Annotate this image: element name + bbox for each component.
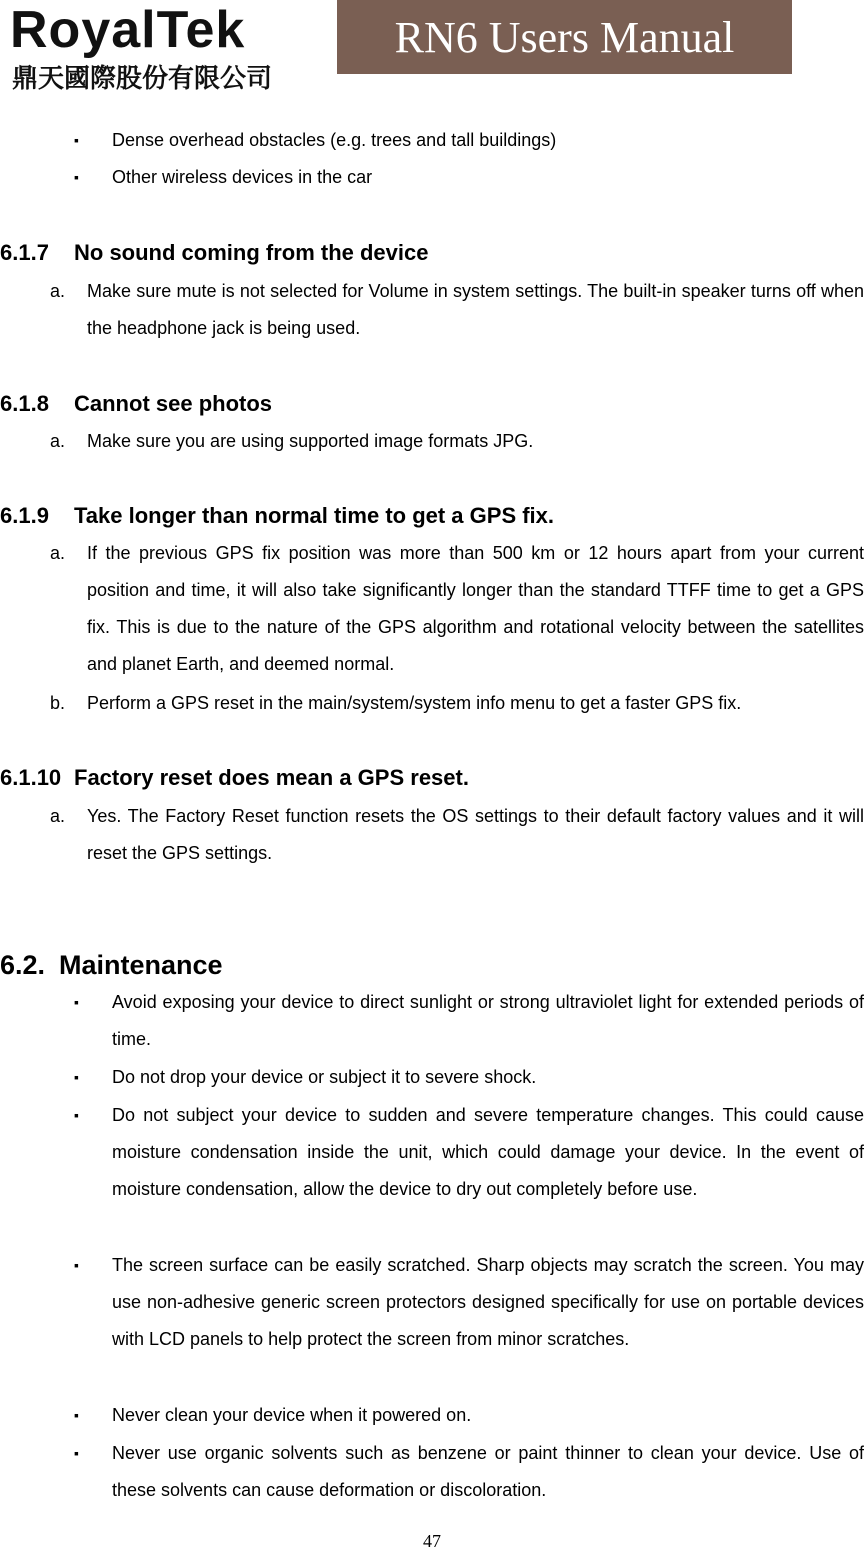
bullet-mark: ▪ [74, 1107, 79, 1123]
list-item-text: Other wireless devices in the car [112, 167, 373, 187]
bullet-mark: ▪ [74, 1069, 79, 1085]
bullet-mark: ▪ [74, 1257, 79, 1273]
section-title: Maintenance [59, 950, 223, 980]
list-marker: a. [50, 543, 66, 563]
list-item-text: Make sure mute is not selected for Volume in system settings. The built-in speaker turns off when the headphone jack is being used. [87, 281, 864, 338]
list-item-text: Do not subject your device to sudden and severe temperature changes. This could cause moisture condensation inside the unit, which could damage your device. In the event of moisture condensation, allow the device to dry out completely before use. [112, 1105, 864, 1199]
royaltek-logo [10, 1, 310, 94]
list-marker: b. [50, 693, 66, 713]
section-title: Factory reset does mean a GPS reset. [74, 765, 469, 790]
bullet-mark: ▪ [74, 132, 79, 148]
section-number: 6.1.9 [0, 503, 49, 528]
section-heading-6-1-8 [0, 391, 272, 417]
page-number: 47 [423, 1531, 441, 1551]
list-item-text: Never use organic solvents such as benzene or paint thinner to clean your device. Use of these solvents can cause deformation or discoloration. [112, 1443, 864, 1500]
list-item-text: The screen surface can be easily scratched. Sharp objects may scratch the screen. You may use non-adhesive generic screen protectors designed specifically for use on portable devices with LCD panels to help protect the screen from minor scratches. [112, 1255, 864, 1349]
section-heading-6-1-10 [0, 765, 469, 791]
logo-text: RoyalTek [10, 1, 246, 59]
section-number: 6.2. [0, 950, 46, 980]
section-heading-6-2 [0, 950, 223, 981]
list-item-text: Do not drop your device or subject it to severe shock. [112, 1067, 537, 1087]
list-item-text: Avoid exposing your device to direct sunlight or strong ultraviolet light for extended periods of time. [112, 992, 864, 1049]
section-heading-6-1-9 [0, 503, 554, 529]
list-item-text: Dense overhead obstacles (e.g. trees and tall buildings) [112, 130, 557, 150]
bullet-mark: ▪ [74, 1407, 79, 1423]
logo-subtext: 鼎天國際股份有限公司 [12, 64, 273, 94]
section-title: No sound coming from the device [74, 240, 429, 265]
list-marker: a. [50, 281, 66, 301]
list-item-text: Perform a GPS reset in the main/system/system info menu to get a faster GPS fix. [87, 693, 742, 713]
section-title: Cannot see photos [74, 391, 273, 416]
bullet-mark: ▪ [74, 994, 79, 1010]
bullet-mark: ▪ [74, 1445, 79, 1461]
section-number: 6.1.10 [0, 765, 62, 790]
manual-title: RN6 Users Manual [337, 0, 792, 74]
list-item-text: If the previous GPS fix position was more than 500 km or 12 hours apart from your current position and time, it will also take significantly longer than the standard TTFF time to get a GPS fix. This is due to the nature of the GPS algorithm and rotational velocity between the satellites and planet Earth, and deemed normal. [87, 543, 864, 674]
list-marker: a. [50, 431, 66, 451]
list-marker: a. [50, 806, 66, 826]
list-item-text: Never clean your device when it powered on. [112, 1405, 472, 1425]
list-item-text: Yes. The Factory Reset function resets the OS settings to their default factory values and it will reset the GPS settings. [87, 806, 864, 863]
bullet-mark: ▪ [74, 169, 79, 185]
page-header [0, 0, 864, 95]
section-title: Take longer than normal time to get a GPS fix. [74, 503, 555, 528]
list-item-text: Make sure you are using supported image formats JPG. [87, 431, 534, 451]
section-number: 6.1.7 [0, 240, 49, 265]
section-number: 6.1.8 [0, 391, 49, 416]
section-heading-6-1-7 [0, 240, 428, 266]
